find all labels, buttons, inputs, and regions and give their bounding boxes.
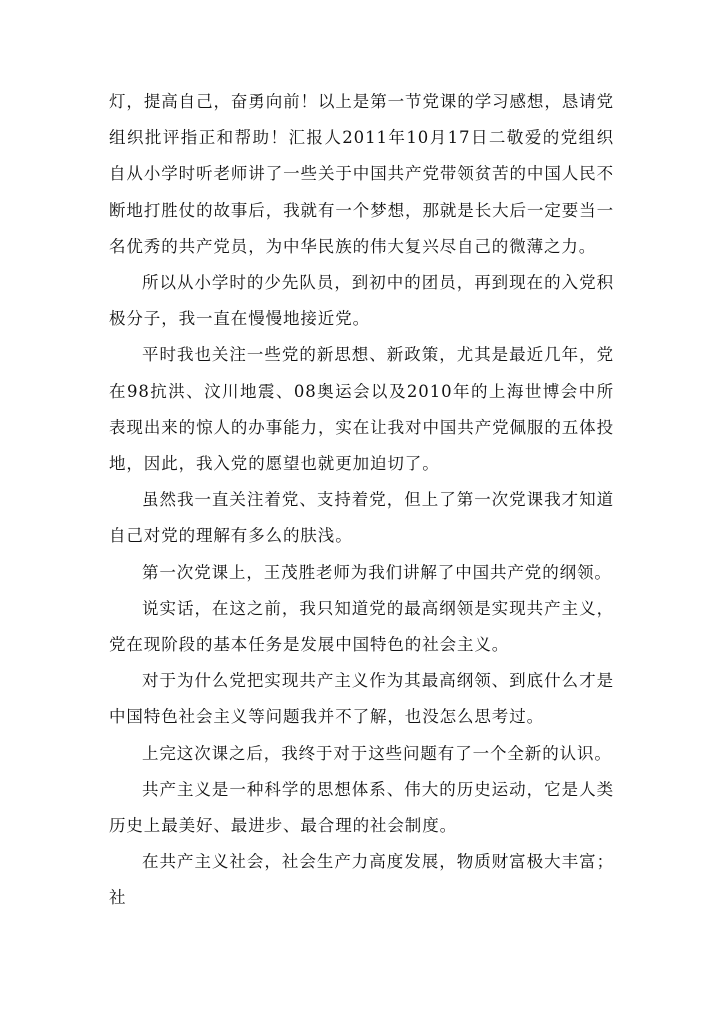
paragraph-10: 在共产主义社会，社会生产力高度发展，物质财富极大丰富；社 bbox=[109, 852, 614, 908]
paragraph-6: 说实话，在这之前，我只知道党的最高纲领是实现共产主义，党在现阶段的基本任务是发展中国特色的社会主义。 bbox=[109, 598, 614, 655]
paragraph-9: 共产主义是一种科学的思想体系、伟大的历史运动，它是人类历史上最美好、最进步、最合理的社会制度。 bbox=[109, 779, 614, 836]
body-text bbox=[109, 84, 614, 917]
paragraph-5: 第一次党课上，王茂胜老师为我们讲解了中国共产党的纲领。 bbox=[142, 562, 612, 582]
paragraph-3: 平时我也关注一些党的新思想、新政策，尤其是最近几年，党在98抗洪、汶川地震、08奥运会以及2010年的上海世博会中所表现出来的惊人的办事能力，实在让我对中国共产党佩服的五体投地，因此，我入党的愿望也就更加迫切了。 bbox=[109, 345, 614, 474]
paragraph-8: 上完这次课之后，我终于对于这些问题有了一个全新的认识。 bbox=[142, 743, 612, 763]
paragraph-1: 灯，提高自己，奋勇向前！以上是第一节党课的学习感想，恳请党组织批评指正和帮助！汇报人2011年10月17日二敬爱的党组织自从小学时听老师讲了一些关于中国共产党带领贫苦的中国人民不断地打胜仗的故事后，我就有一个梦想，那就是长大后一定要当一名优秀的共产党员，为中华民族的伟大复兴尽自己的微薄之力。 bbox=[109, 92, 614, 256]
paragraph-4: 虽然我一直关注着党、支持着党，但上了第一次党课我才知道自己对党的理解有多么的肤浅。 bbox=[109, 490, 614, 546]
paragraph-7: 对于为什么党把实现共产主义作为其最高纲领、到底什么才是中国特色社会主义等问题我并不了解，也没怎么思考过。 bbox=[109, 671, 614, 727]
paragraph-2: 所以从小学时的少先队员，到初中的团员，再到现在的入党积极分子，我一直在慢慢地接近党。 bbox=[109, 273, 614, 329]
